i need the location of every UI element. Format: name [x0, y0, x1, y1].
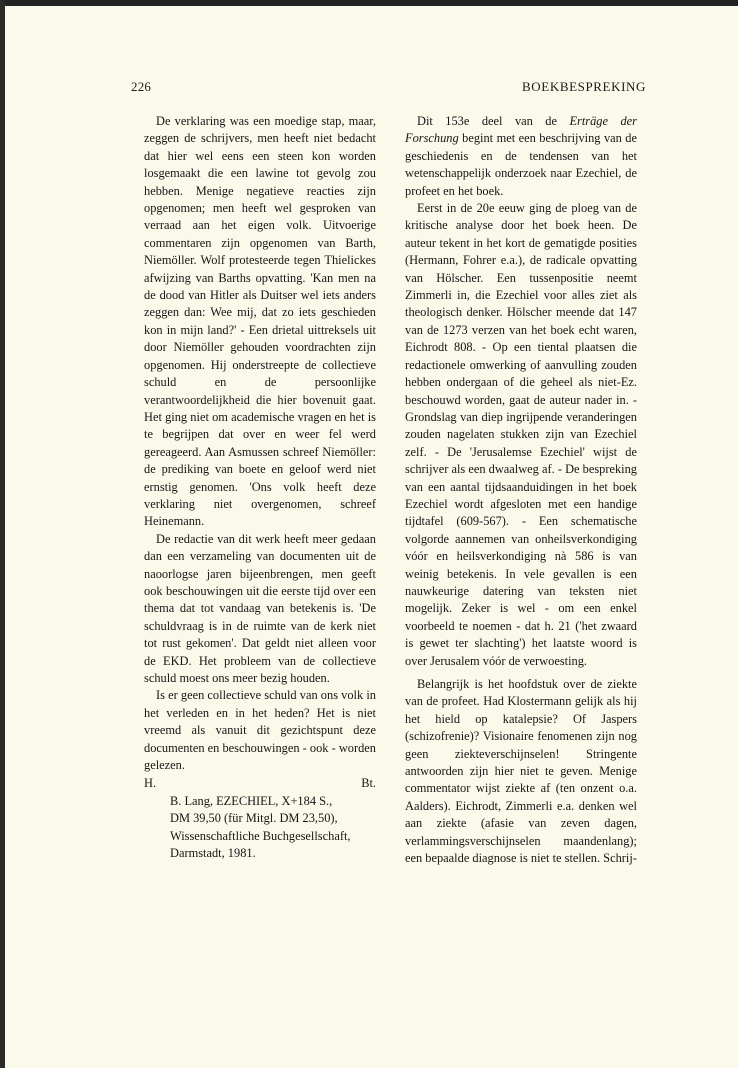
right-paragraph-2: Eerst in de 20e eeuw ging de ploeg van de kritische analyse door het boek heen. De auteur tekent in het kort de gematigde posities (Hermann, Fohrer e.a.), de radicale opvatting van Hölscher. Een tussenpositie neemt Zimmerli in, die Ezechiel voor alles ziet als theologisch denker. Hölscher meende dat 147 van de 1273 verzen van het boek echt waren, Eichrodt 808. - Op een tiental plaatsen die redactionele omwerking of aanvulling zouden hebben ondergaan of die geheel als niet-Ez. beschouwd worden, gaat de auteur nader in. - Grondslag van diep ingrijpende veranderingen zouden nagelaten stukken zijn van Ezechiel zelf. - De 'Jerusalemse Ezechiel' wijst de schrijver als een dwaalweg af. - De bespreking van een aantal tijdsaanduidingen in het boek Ezechiel wordt afgesloten met een handige tijdtafel (609-567). - Een schematische volgorde aannemen van onheilsverkondiging vóór en heilsverkondiging nà 586 is van weinig betekenis. In vele gevallen is een nauwkeurige datering van teksten niet mogelijk. Zeker is wel - om een enkel voorbeeld te noemen - dat h. 21 ('het zwaard is gewet ter slachting') het laatste woord is over Jerusalem vóór de verwoesting. [405, 201, 637, 668]
left-paragraph-1: De verklaring was een moedige stap, maar, zeggen de schrijvers, men heeft niet bedacht dat hier wel eens een steen kon worden losgemaakt die een lawine tot gevolg zou hebben. Menige negatieve reacties zijn opgenomen; men heeft wel gesproken van verraad aan het eigen volk. Uitvoerige commentaren zijn opgenomen van Barth, Niemöller. Wolf protesteerde tegen Thielickes afwijzing van Barths opvatting. 'Kan men na de dood van Hitler als Duitser wel iets anders zeggen dan: Wee mij, dat zo iets geschieden kon in mijn land?' - Een drietal uittreksels uit door Niemöller gehouden voordrachten zijn opgenomen. Hij onderstreepte de collectieve schuld en de persoonlijke verantwoordelijkheid die hier bovenuit gaat. Het ging niet om academische vragen en het is te begrijpen dat over en weer fel werd gereageerd. Aan Asmussen schreef Niemöller: de prediking van boete en geloof werd niet ernstig genomen. 'Ons volk heeft deze verklaring niet overgenomen, schreef Heinemann. [144, 114, 376, 529]
left-paragraph-2: De redactie van dit werk heeft meer gedaan dan een verzameling van documenten uit de naoorlogse jaren bijeenbrengen, men geeft ook beschouwingen uit die eerste tijd over een thema dat tot vandaag van betekenis is. 'De schuldvraag is in de ruimte van de kerk niet tot rust gekomen'. Dat geldt niet alleen voor de EKD. Het probleem van de collectieve schuld moest ons meer bezig houden. [144, 531, 376, 685]
signature-initial: H. [144, 776, 157, 791]
citation-line-1: B. Lang, EZECHIEL, X+184 S., [170, 793, 333, 808]
right-paragraph-1 [405, 113, 637, 200]
review-signature [144, 775, 376, 792]
signature-reviewer: Bt. [361, 776, 376, 791]
left-paragraph-3: Is er geen collectieve schuld van ons volk in het verleden en in het heden? Het is niet vreemd als vanuit dit gezichtspunt deze documenten en beschouwingen - ook - worden gelezen. [144, 688, 376, 773]
book-citation [144, 793, 376, 863]
left-column [144, 113, 376, 862]
running-title: BOEKBESPREKING [522, 79, 646, 94]
right-paragraph-1-end: begint met een beschrijving van de geschiedenis en de tendensen van het wetenschappelijk onderzoek naar Ezechiel, de profeet en het boek. [405, 131, 637, 198]
book-page [5, 0, 738, 1068]
citation-line-3: Wissenschaftliche Buchgesellschaft, [170, 828, 351, 843]
right-paragraph-3: Belangrijk is het hoofdstuk over de ziekte van de profeet. Had Klostermann gelijk als hij het hield op katalepsie? Of Jaspers (schizofrenie)? Visionaire fenomenen zijn nog geen ziekteverschijnselen! Stringente antwoorden zijn hier niet te geven. Menige commentator wijst ziekte af (ten onzent o.a. Aalders). Eichrodt, Zimmerli e.a. denken wel aan ziekte (afasie van zeven dagen, verlammingsverschijnselen maandenlang); een bepaalde diagnose is niet te stellen. Schrij- [405, 677, 637, 866]
right-column [405, 113, 637, 867]
citation-line-4: Darmstadt, 1981. [170, 846, 256, 861]
right-paragraph-1-start: Dit 153e deel van de [417, 114, 570, 128]
page-number: 226 [131, 79, 152, 94]
citation-line-2: DM 39,50 (für Mitgl. DM 23,50), [170, 811, 338, 826]
series-title: Erträge der Forschung [405, 114, 637, 146]
